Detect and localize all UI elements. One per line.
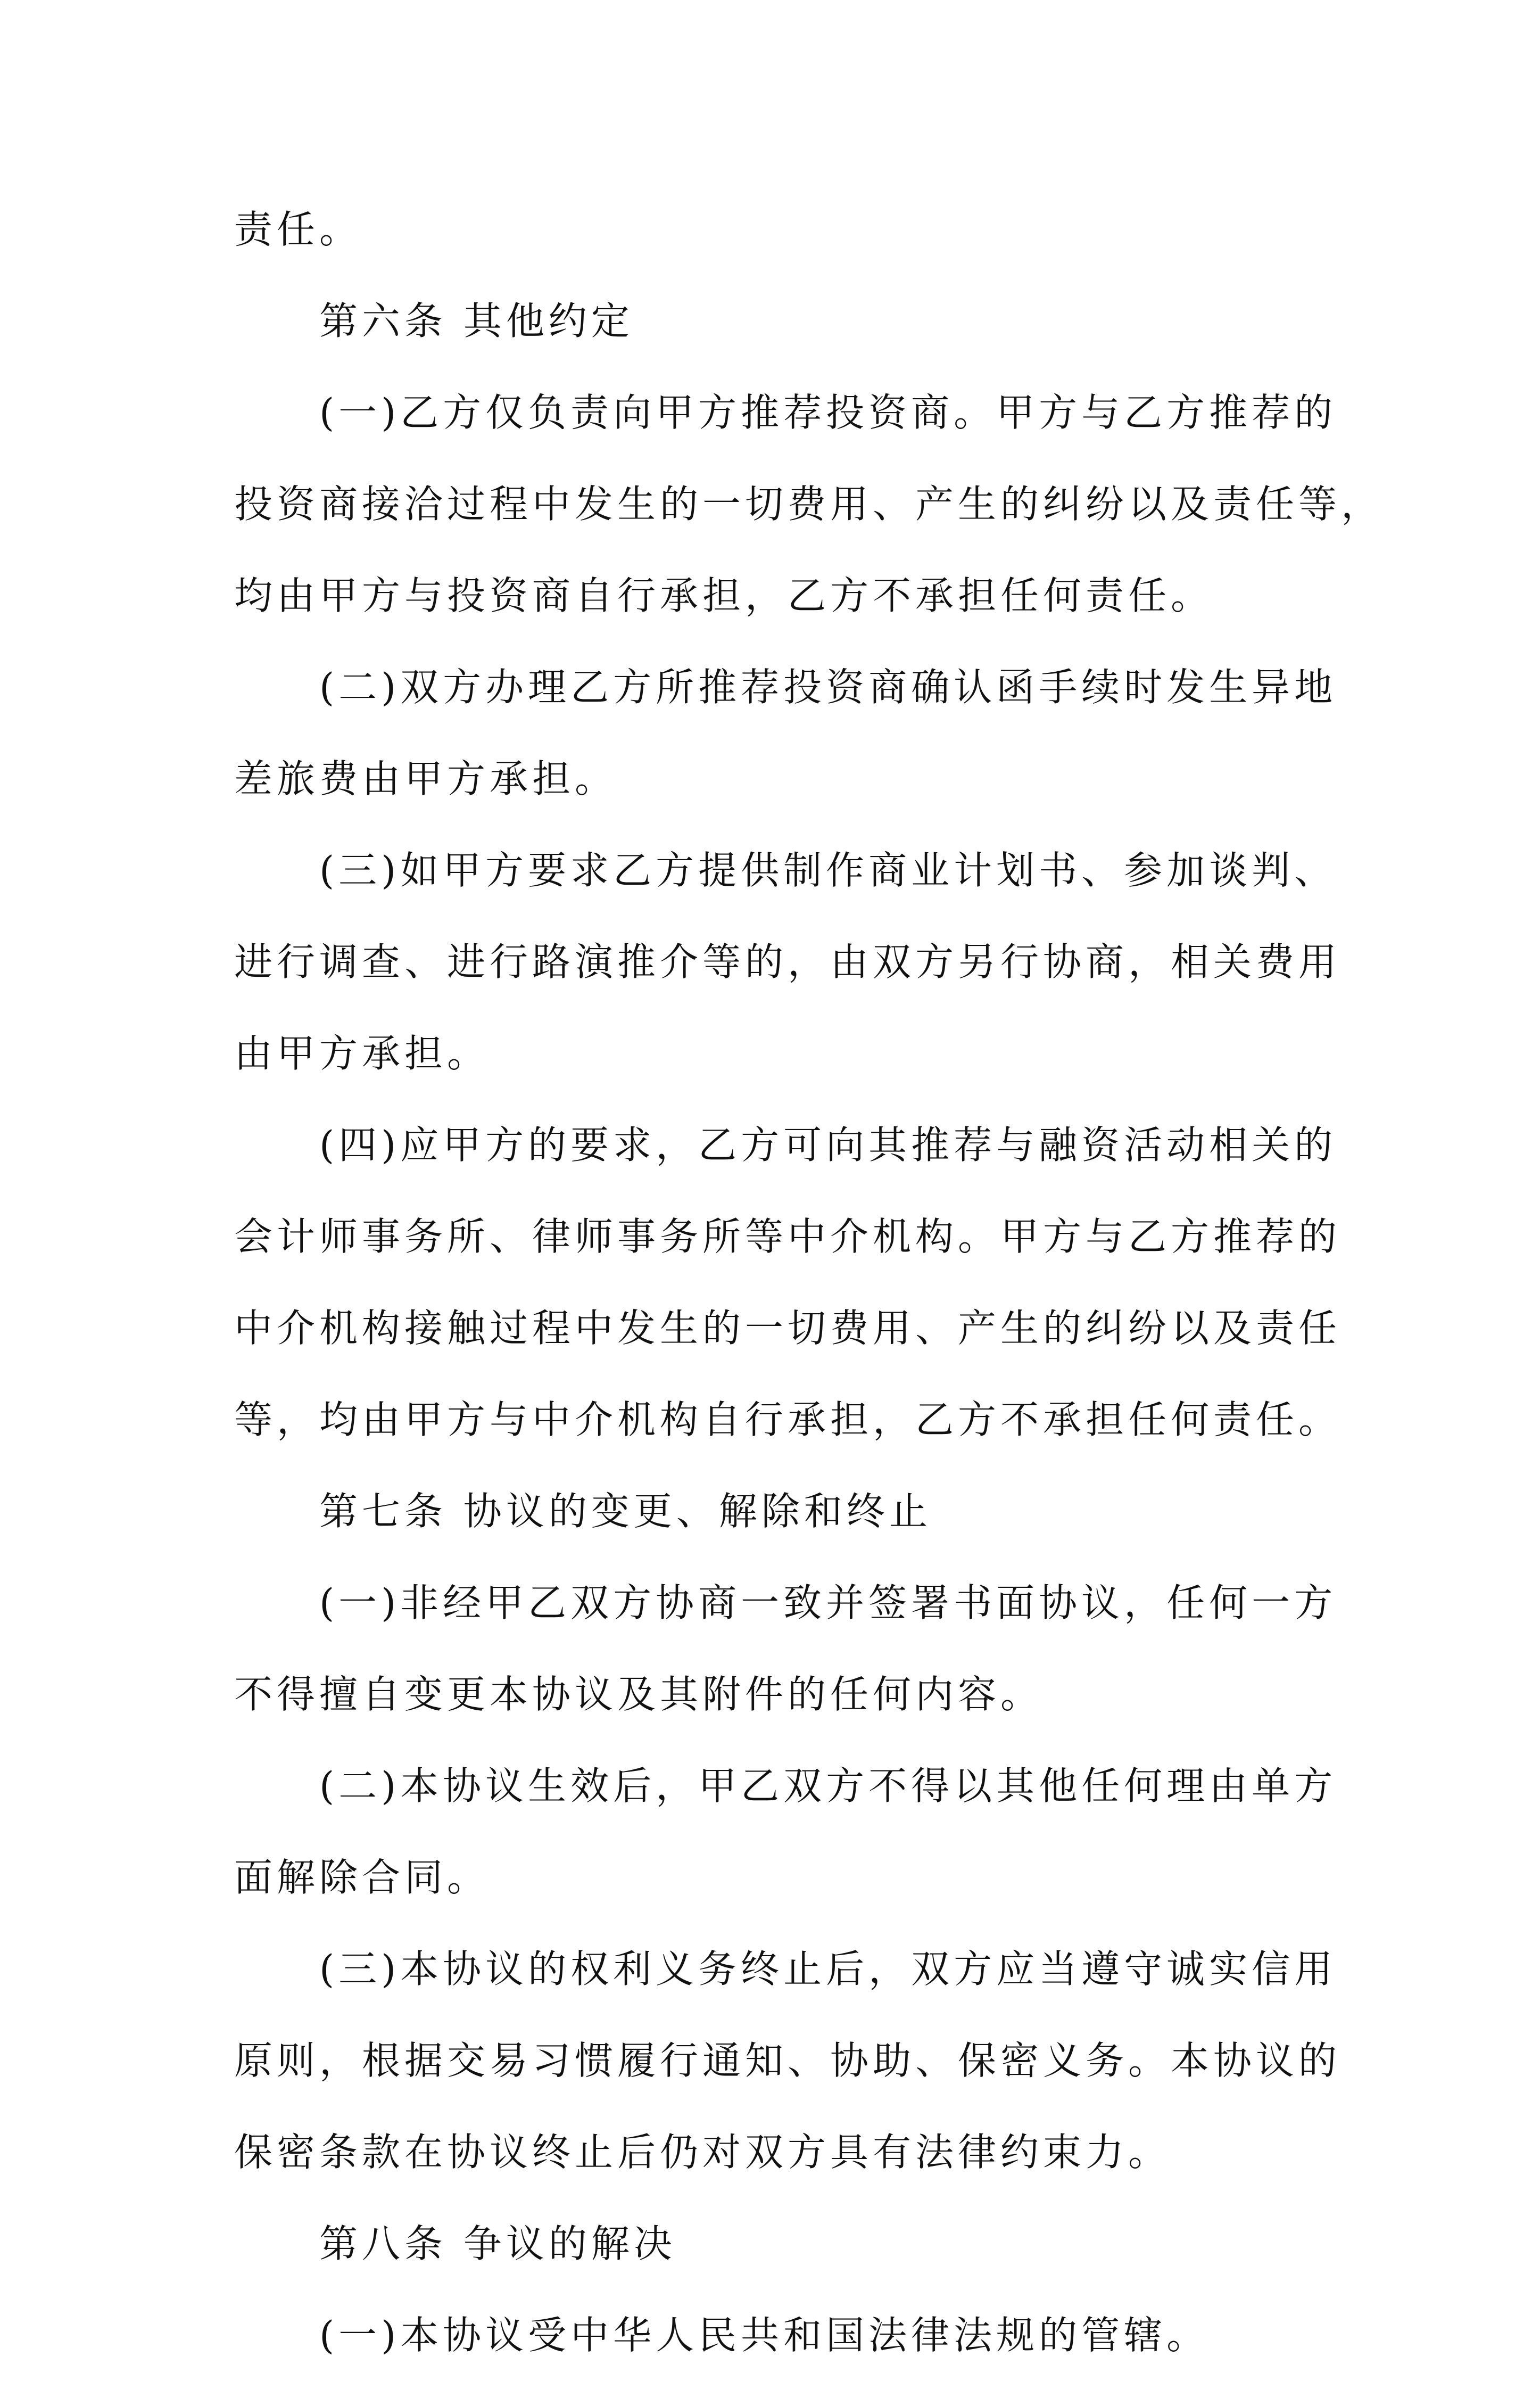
text-line-6: (二)双方办理乙方所推荐投资商确认函手续时发生异地 xyxy=(319,665,1337,710)
text-line-10: 由甲方承担。 xyxy=(234,1031,490,1076)
document-body xyxy=(234,184,1384,2381)
text-line-19: 面解除合同。 xyxy=(234,1855,490,1900)
text-line-18: (二)本协议生效后，甲乙双方不得以其他任何理由单方 xyxy=(319,1764,1337,1808)
text-line-13: 中介机构接触过程中发生的一切费用、产生的纠纷以及责任 xyxy=(234,1306,1342,1350)
text-line-8: (三)如甲方要求乙方提供制作商业计划书、参加谈判、 xyxy=(319,848,1337,893)
text-line-3: (一)乙方仅负责向甲方推荐投资商。甲方与乙方推荐的 xyxy=(319,390,1337,435)
text-line-5: 均由甲方与投资商自行承担，乙方不承担任何责任。 xyxy=(234,573,1214,618)
article-7-heading: 第七条 协议的变更、解除和终止 xyxy=(319,1489,932,1534)
text-line-16: (一)非经甲乙双方协商一致并签署书面协议，任何一方 xyxy=(319,1580,1337,1625)
text-line-4: 投资商接洽过程中发生的一切费用、产生的纠纷以及责任等， xyxy=(234,482,1384,526)
text-line-20: (三)本协议的权利义务终止后，双方应当遵守诚实信用 xyxy=(319,1947,1337,1991)
text-line-24: (一)本协议受中华人民共和国法律法规的管辖。 xyxy=(319,2313,1210,2358)
text-line-22: 保密条款在协议终止后仍对双方具有法律约束力。 xyxy=(234,2130,1171,2174)
text-line-14: 等，均由甲方与中介机构自行承担，乙方不承担任何责任。 xyxy=(234,1397,1342,1442)
text-line-17: 不得擅自变更本协议及其附件的任何内容。 xyxy=(234,1672,1044,1717)
text-line-11: (四)应甲方的要求，乙方可向其推荐与融资活动相关的 xyxy=(319,1123,1337,1167)
text-line-12: 会计师事务所、律师事务所等中介机构。甲方与乙方推荐的 xyxy=(234,1214,1342,1259)
article-8-heading: 第八条 争议的解决 xyxy=(319,2221,676,2266)
text-line-9: 进行调查、进行路演推介等的，由双方另行协商，相关费用 xyxy=(234,940,1342,984)
text-line-7: 差旅费由甲方承担。 xyxy=(234,756,618,801)
text-line-21: 原则，根据交易习惯履行通知、协助、保密义务。本协议的 xyxy=(234,2038,1342,2083)
article-6-heading: 第六条 其他约定 xyxy=(319,299,634,343)
text-line-1: 责任。 xyxy=(234,207,362,252)
